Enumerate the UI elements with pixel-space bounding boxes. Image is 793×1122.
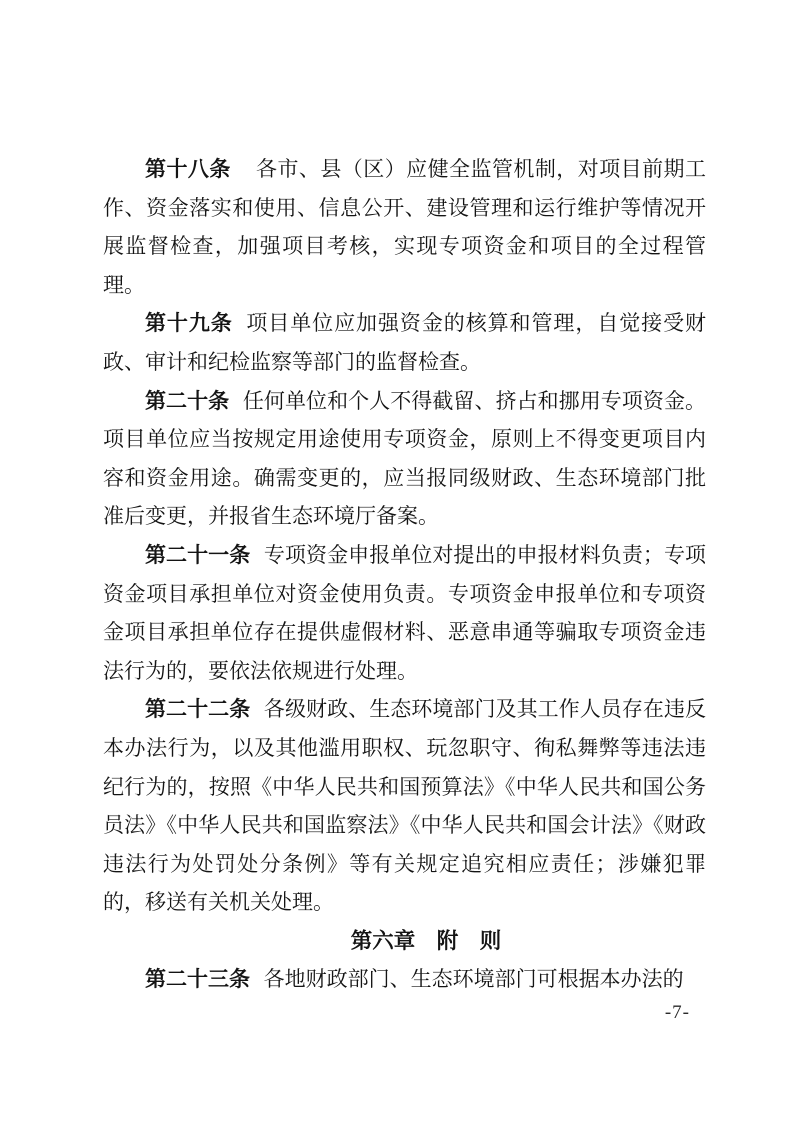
article-text: 各地财政部门、生态环境部门可根据本办法的 [263,967,684,992]
article-text: 任何单位和个人不得截留、挤占和挪用专项资金。项目单位应当按规定用途使用专项资金，原则上不得变更项目内容和资金用途。确需变更的，应当报同级财政、生态环境部门批准后变更，并报省生态环境厅备案。 [103,388,706,529]
article-number: 第二十一条 [145,542,251,567]
article-text: 专项资金申报单位对提出的申报材料负责；专项资金项目承担单位对资金使用负责。专项资金申报单位和专项资金项目承担单位存在提供虚假材料、恶意串通等骗取专项资金违法行为的，要依法依规进行处理。 [103,542,707,683]
chapter-heading: 第六章 附 则 [350,928,502,953]
article-number: 第二十三条 [145,967,250,992]
article-number: 第二十二条 [145,697,251,722]
article-text: 各级财政、生态环境部门及其工作人员存在违反本办法行为，以及其他滥用职权、玩忽职守、徇私舞弊等违法违纪行为的，按照《中华人民共和国预算法》《中华人民共和国公务员法》《中华人民共和国监察法》《中华人民共和国会计法》《财政违法行为处罚处分条例》等有关规定追究相应责任；涉嫌犯罪的，移送有关机关处理。 [103,697,707,915]
article-text: 项目单位应加强资金的核算和管理，自觉接受财政、审计和纪检监察等部门的监督检查。 [103,311,707,374]
article-paragraph-22 [103,690,706,922]
article-paragraph-19 [103,304,706,381]
article-paragraph-20 [103,382,706,536]
article-number: 第十九条 [145,311,233,336]
article-paragraph-18 [103,150,706,304]
page-number: -7- [664,1002,690,1023]
document-body [103,150,706,999]
article-number: 第二十条 [145,388,230,413]
article-paragraph-21 [103,536,706,690]
article-text: 各市、县（区）应健全监管机制，对项目前期工作、资金落实和使用、信息公开、建设管理和运行维护等情况开展监督检查，加强项目考核，实现专项资金和项目的全过程管理。 [103,157,707,297]
article-paragraph-23 [103,960,706,999]
article-number: 第十八条 [145,157,231,181]
